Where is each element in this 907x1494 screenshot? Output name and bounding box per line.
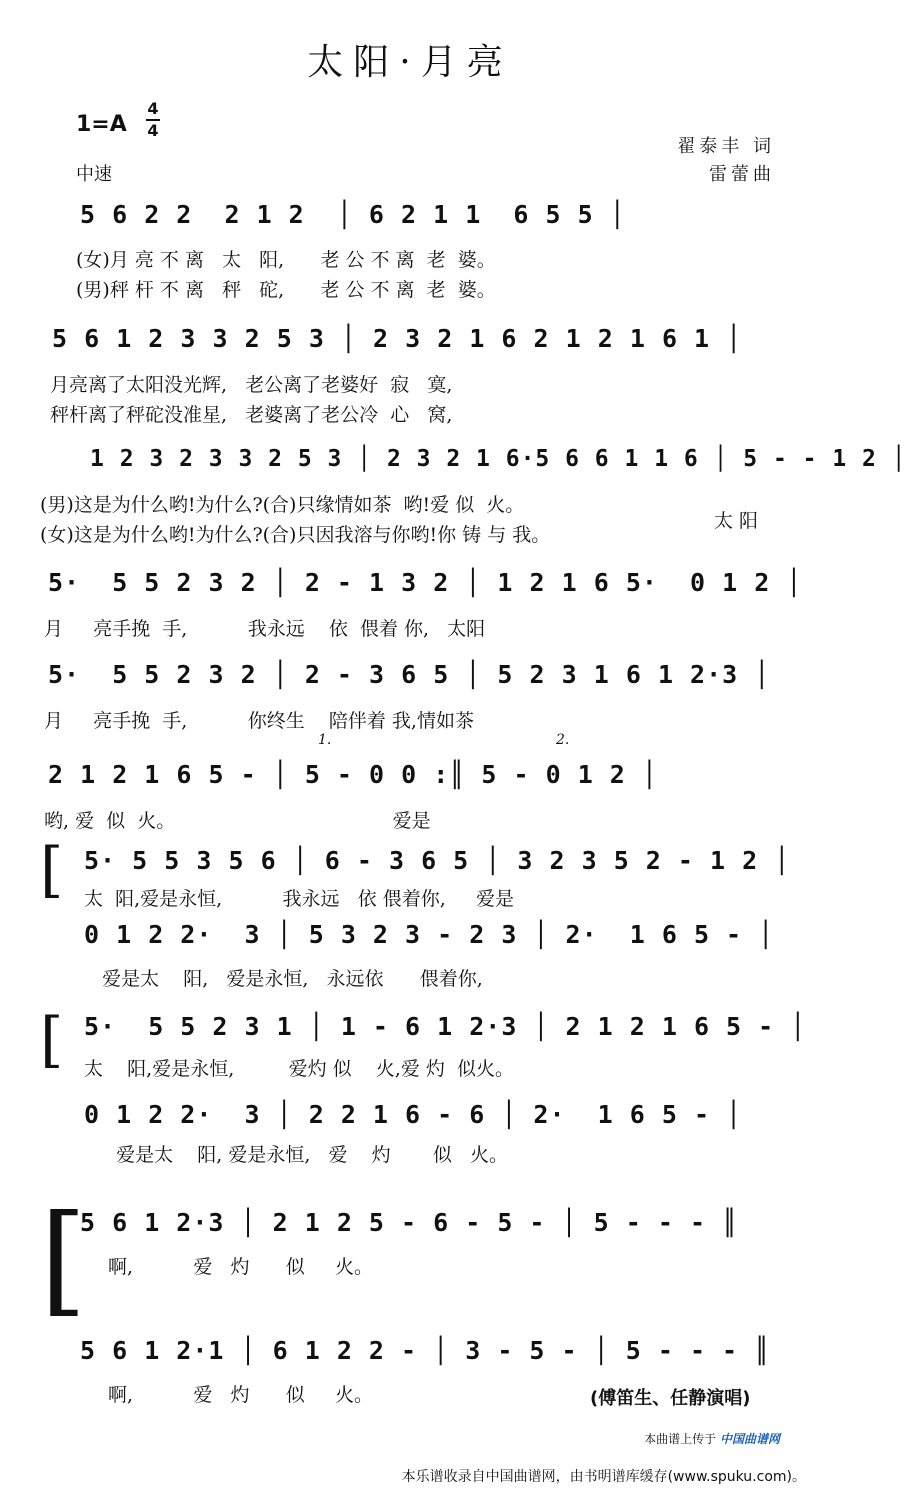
meter-bottom: 4 xyxy=(147,121,159,140)
lyric-row-2b: 秤杆离了秤砣没准星, 老婆离了老公冷 心 窝, xyxy=(50,404,453,426)
lyric-row-2a: 月亮离了太阳没光辉, 老公离了老婆好 寂 寞, xyxy=(50,374,453,396)
lyric-row-8: 爱是太 阳, 爱是永恒, 永远依 偎着你, xyxy=(90,968,483,990)
composer-credit: 雷蕾曲 xyxy=(709,164,775,185)
lyric-row-5: 月 亮手挽 手, 你终生 陪伴着 我,情如茶 xyxy=(44,710,474,732)
footer-source-note: 本乐谱收录自中国曲谱网，由书明谱库缓存(www.spuku.com)。 xyxy=(401,1469,806,1485)
lyric-row-1b: (男)秤 杆 不 离 秤 砣, 老 公 不 离 老 婆。 xyxy=(76,279,496,301)
notation-row-6: 2 1 2 1 6 5 - │ 5 - 0 0 :║ 5 - 0 1 2 │ xyxy=(48,760,658,789)
lyric-row-3a: (男)这是为什么哟!为什么?(合)只缘情如茶 哟!爱 似 火。 xyxy=(40,494,525,516)
interjection-text: 太 阳 xyxy=(714,510,759,532)
duet-brace-3: [ xyxy=(40,1190,87,1329)
notation-row-12: 5 6 1 2·1 │ 6 1 2 2 - │ 3 - 5 - │ 5 - - - ║ xyxy=(80,1336,771,1365)
lyric-row-12: 啊, 爱 灼 似 火。 xyxy=(108,1384,373,1406)
notation-row-9: 5· 5 5 2 3 1 │ 1 - 6 1 2·3 │ 2 1 2 1 6 5 - │ xyxy=(84,1012,807,1041)
lyric-row-4: 月 亮手挽 手, 我永远 依 偎着 你, 太阳 xyxy=(44,618,486,640)
lyric-row-9: 太 阳,爱是永恒, 爱灼 似 火,爱 灼 似火。 xyxy=(84,1058,514,1080)
notation-row-7: 5· 5 5 3 5 6 │ 6 - 3 6 5 │ 3 2 3 5 2 - 1 2 │ xyxy=(84,846,791,875)
notation-row-4: 5· 5 5 2 3 2 │ 2 - 1 3 2 │ 1 2 1 6 5· 0 1 2 │ xyxy=(48,568,803,597)
lyric-row-7: 太 阳,爱是永恒, 我永远 依 偎着你, 爱是 xyxy=(84,888,514,910)
lyric-row-1a: (女)月 亮 不 离 太 阳, 老 公 不 离 老 婆。 xyxy=(76,249,496,271)
key-signature: 1=A xyxy=(76,112,127,137)
lyric-row-6: 哟, 爱 似 火。 爱是 xyxy=(44,810,431,832)
lyricist-credit: 翟泰丰 词 xyxy=(677,136,775,157)
page-title: 太阳·月亮 xyxy=(307,42,513,83)
time-signature xyxy=(146,100,160,140)
site-logo: 中国曲谱网 xyxy=(719,1432,780,1446)
notation-row-2: 5 6 1 2 3 3 2 5 3 │ 2 3 2 1 6 2 1 2 1 6 1 │ xyxy=(52,324,743,353)
tempo-marking: 中速 xyxy=(76,164,112,185)
duet-brace-2: [ xyxy=(40,1005,64,1075)
lyric-row-11: 啊, 爱 灼 似 火。 xyxy=(108,1256,373,1278)
duet-brace-1: [ xyxy=(40,835,64,905)
notation-row-5: 5· 5 5 2 3 2 │ 2 - 3 6 5 │ 5 2 3 1 6 1 2·3 │ xyxy=(48,660,771,689)
notation-row-1: 5 6 2 2 2 1 2 │ 6 2 1 1 6 5 5 │ xyxy=(80,200,626,229)
notation-row-10: 0 1 2 2· 3 │ 2 2 1 6 - 6 │ 2· 1 6 5 - │ xyxy=(84,1100,743,1129)
notation-row-8: 0 1 2 2· 3 │ 5 3 2 3 - 2 3 │ 2· 1 6 5 - │ xyxy=(84,920,775,949)
first-ending-label: 1. xyxy=(318,732,332,748)
performer-credit: (傅笛生、任静演唱) xyxy=(590,1388,751,1409)
lyric-row-3b: (女)这是为什么哟!为什么?(合)只因我溶与你哟!你 铸 与 我。 xyxy=(40,524,551,546)
second-ending-label: 2. xyxy=(556,732,570,748)
notation-row-11: 5 6 1 2·3 │ 2 1 2 5 - 6 - 5 - │ 5 - - - ║ xyxy=(80,1208,739,1237)
upload-note xyxy=(644,1430,780,1447)
lyric-row-10: 爱是太 阳, 爱是永恒, 爱 灼 似 火。 xyxy=(104,1144,509,1166)
meter-top: 4 xyxy=(147,99,159,118)
notation-row-3: 1 2 3 2 3 3 2 5 3 │ 2 3 2 1 6·5 6 6 1 1 6 │ 5 - - 1 2 │ xyxy=(90,446,907,472)
upload-text: 本曲谱上传于 xyxy=(644,1432,717,1446)
